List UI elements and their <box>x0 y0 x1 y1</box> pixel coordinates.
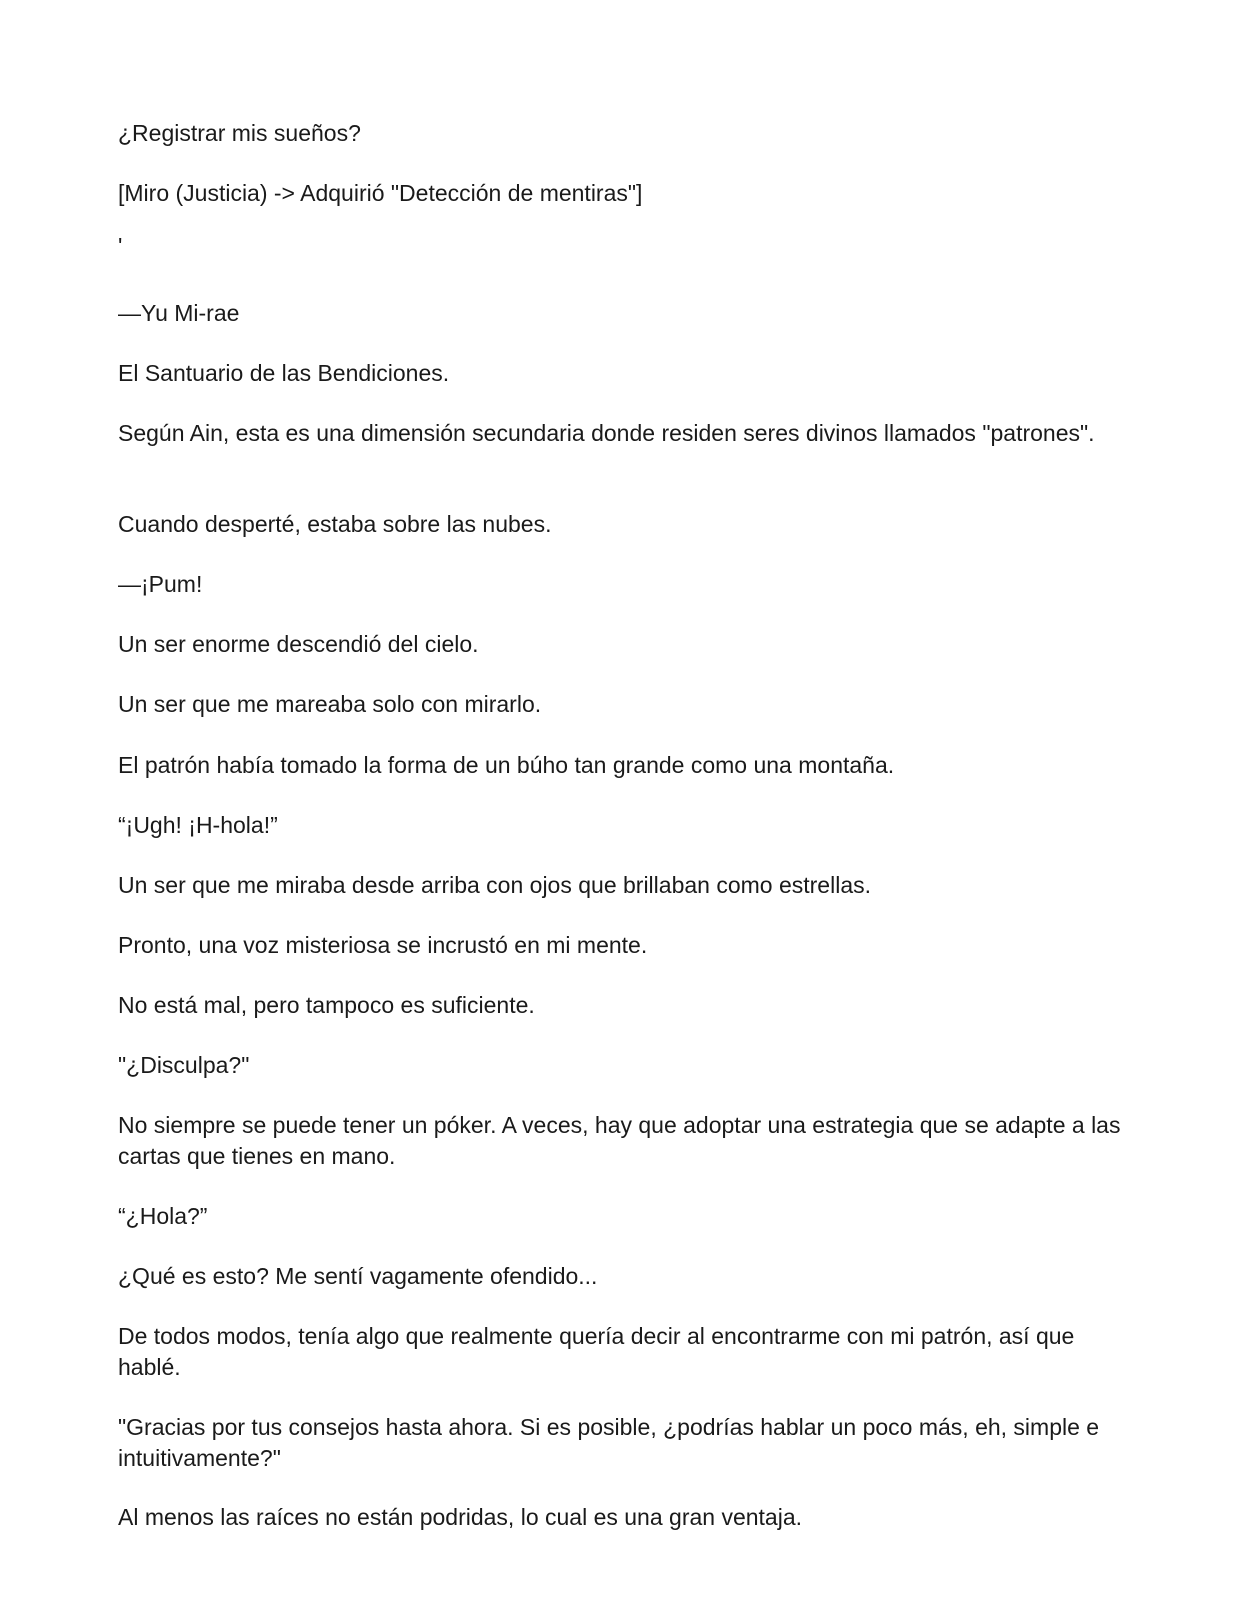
paragraph: [Miro (Justicia) -> Adquirió "Detección de mentiras"] <box>118 180 643 206</box>
paragraph: Un ser enorme descendió del cielo. <box>118 631 479 657</box>
paragraph: Un ser que me mareaba solo con mirarlo. <box>118 691 542 717</box>
paragraph: “¿Hola?” <box>118 1203 208 1229</box>
paragraph: De todos modos, tenía algo que realmente quería decir al encontrarme con mi patrón, así que hablé. <box>118 1323 1075 1380</box>
paragraph: “¡Ugh! ¡H-hola!” <box>118 812 278 838</box>
paragraph: El patrón había tomado la forma de un búho tan grande como una montaña. <box>118 752 895 778</box>
paragraph: El Santuario de las Bendiciones. <box>118 360 450 386</box>
paragraph: Al menos las raíces no están podridas, lo cual es una gran ventaja. <box>118 1504 803 1530</box>
paragraph: —Yu Mi-rae <box>118 300 240 326</box>
paragraph: No siempre se puede tener un póker. A veces, hay que adoptar una estrategia que se adapte a las cartas que tienes en mano. <box>118 1112 1121 1169</box>
paragraph: "¿Disculpa?" <box>118 1052 250 1078</box>
paragraph: ¿Qué es esto? Me sentí vagamente ofendido... <box>118 1263 598 1289</box>
paragraph: Cuando desperté, estaba sobre las nubes. <box>118 511 552 537</box>
paragraph: —¡Pum! <box>118 571 203 597</box>
paragraph: ' <box>118 233 123 259</box>
paragraph: Un ser que me miraba desde arriba con ojos que brillaban como estrellas. <box>118 872 872 898</box>
paragraph: Pronto, una voz misteriosa se incrustó en mi mente. <box>118 932 648 958</box>
paragraph: Según Ain, esta es una dimensión secundaria donde residen seres divinos llamados "patrones". <box>118 420 1095 446</box>
paragraph: ¿Registrar mis sueños? <box>118 120 361 146</box>
paragraph: No está mal, pero tampoco es suficiente. <box>118 992 535 1018</box>
paragraph: "Gracias por tus consejos hasta ahora. Si es posible, ¿podrías hablar un poco más, eh, simple e intuitivamente?" <box>118 1414 1100 1471</box>
